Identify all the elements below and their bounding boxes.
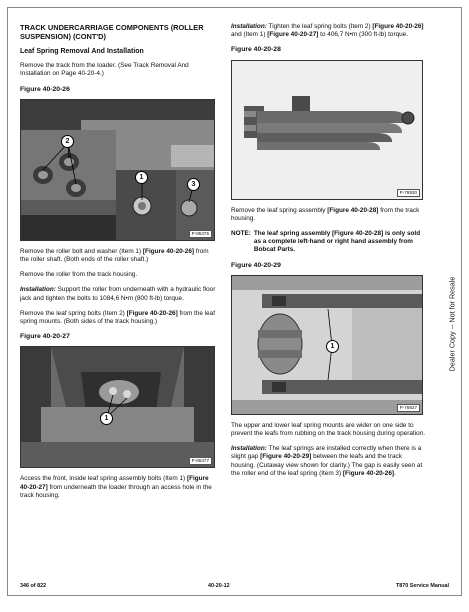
- figure-code: P-76927: [397, 404, 420, 412]
- access-hole-photo: [21, 347, 214, 467]
- figure-40-20-27-photo: [20, 346, 215, 468]
- manual-title: T870 Service Manual: [395, 583, 449, 589]
- figure-code: P-85377: [189, 457, 212, 465]
- roller-suspension-photo: [21, 100, 214, 240]
- paragraph-installation-torque: Installation: Tighten the leaf spring bolts (Item 2) [Figure 40-20-26] and (Item 1) [Figure 40-20-27] to 406,7 N•m (300 ft-lb) torque.: [231, 23, 424, 39]
- figure-40-20-29-photo: [231, 275, 423, 415]
- figure-29-label: Figure 40-20-29: [231, 261, 281, 269]
- paragraph-remove-roller: Remove the roller from the track housing.: [20, 271, 138, 279]
- paragraph-access-front-bolts: Access the front, inside leaf spring assembly bolts (Item 1) [Figure 40-20-27] from underneath the loader through an access hole in the track housing.: [20, 475, 212, 499]
- manual-page: [7, 7, 462, 596]
- paragraph-installation-gap: Installation: The leaf springs are installed correctly when there is a slight gap [Figure 40-20-29] between the leafs and the track housing. (Cutaway view shown for clarity.) The gap is easily seen at the roller end of the leaf spring (Item 3) [Figure 40-20-26].: [231, 445, 423, 477]
- note-text: The leaf spring assembly [Figure 40-20-28] is only sold as a complete left-hand or right hand assembly from Bobcat Parts.: [253, 230, 421, 254]
- paragraph-remove-roller-bolt: Remove the roller bolt and washer (Item 1) [Figure 40-20-26] from the roller shaft. (Both ends of the roller shaft.): [20, 247, 209, 264]
- paragraph-remove-leaf-bolts: Remove the leaf spring bolts (Item 2) [Figure 40-20-26] from the leaf spring mounts. (Both sides of the track housing.): [20, 309, 216, 326]
- callout-1: 1: [100, 412, 113, 425]
- figure-40-20-26-photo: [20, 99, 215, 241]
- section-title: TRACK UNDERCARRIAGE COMPONENTS (ROLLER SUSPENSION) (CONT'D): [20, 23, 204, 41]
- figure-26-label: Figure 40-20-26: [20, 85, 70, 93]
- paragraph-leaf-spring-mounts: The upper and lower leaf spring mounts are wider on one side to prevent the leafs from rubbing on the track housing during operation.: [231, 421, 425, 438]
- figure-code: P-85375: [189, 230, 212, 238]
- page-number: 40-20-12: [208, 583, 230, 589]
- subsection-title: Leaf Spring Removal And Installation: [20, 48, 144, 55]
- figure-40-20-28-photo: [231, 60, 423, 200]
- callout-1: 1: [135, 171, 148, 184]
- paragraph-remove-leaf-assembly: Remove the leaf spring assembly [Figure 40-20-28] from the track housing.: [231, 206, 420, 222]
- callout-2: 2: [61, 135, 74, 148]
- paragraph-remove-track: Remove the track from the loader. (See Track Removal And Installation on Page 40-20-4.): [20, 62, 189, 78]
- left-column: [20, 23, 216, 507]
- dealer-copy-watermark: Dealer Copy -- Not for Resale: [447, 276, 457, 372]
- figure-code: P-76930: [397, 189, 420, 197]
- leaf-spring-assembly-photo: [232, 61, 422, 199]
- figure-28-label: Figure 40-20-28: [231, 46, 281, 54]
- right-column: [231, 23, 427, 485]
- figure-27-label: Figure 40-20-27: [20, 333, 70, 341]
- paragraph-installation-roller: Installation: Support the roller from underneath with a hydraulic floor jack and tighten the bolts to 1084,6 N•m (800 ft-lb) torque.: [20, 286, 216, 302]
- callout-1: 1: [326, 340, 339, 353]
- note-label: NOTE:: [231, 230, 251, 238]
- page-of-total: 346 of 822: [20, 583, 47, 589]
- callout-3: 3: [187, 178, 200, 191]
- note: [231, 230, 427, 255]
